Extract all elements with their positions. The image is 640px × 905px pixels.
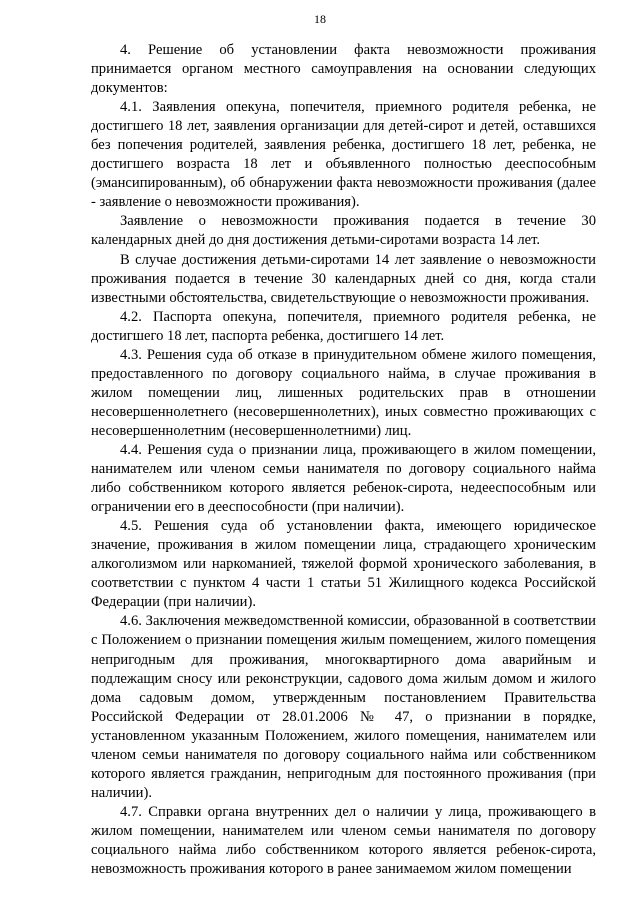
paragraph-age-14-case: В случае достижения детьми-сиротами 14 лет заявление о невозможности проживания подается в течение 30 календарных дней со дня, когда стали известными обстоятельства, свидетельствующие о невозможности проживания.	[91, 251, 596, 306]
paragraph-4: 4. Решение об установлении факта невозможности проживания принимается органом местного самоуправления на основании следующих документов:	[91, 42, 596, 97]
document-body	[91, 41, 596, 879]
paragraph-4-5: 4.5. Решения суда об установлении факта, имеющего юридическое значение, проживания в жилом помещении лица, страдающего хроническим алкоголизмом или наркоманией, тяжелой формой хронического заболевания, в соответствии с пунктом 4 части 1 статьи 51 Жилищного кодекса Российской Федерации (при наличии).	[91, 518, 596, 611]
paragraph-4-7: 4.7. Справки органа внутренних дел о наличии у лица, проживающего в жилом помещении, нанимателем или членом семьи нанимателя по договору социального найма либо собственником которого является ребенок-сирота, невозможность проживания которого в ранее занимаемом жилом помещении	[91, 803, 596, 878]
paragraph-application-deadline: Заявление о невозможности проживания подается в течение 30 календарных дней до дня достижения детьми-сиротами возраста 14 лет.	[91, 213, 596, 249]
paragraph-4-4: 4.4. Решения суда о признании лица, проживающего в жилом помещении, нанимателем или членом семьи нанимателя по договору социального найма либо собственником которого является ребенок-сирота, недееспособным или ограничении его в дееспособности (при наличии).	[91, 441, 596, 516]
paragraph-4-1: 4.1. Заявления опекуна, попечителя, приемного родителя ребенка, не достигшего 18 лет, заявления организации для детей-сирот и детей, оставшихся без попечения родителей, заявления ребенка, достигшего 18 лет, ребенка, не достигшего возраста 18 лет и объявленного полностью дееспособным (эмансипированным), об обнаружении факта невозможности проживания (далее - заявление о невозможности проживания).	[91, 99, 596, 211]
paragraph-4-6: 4.6. Заключения межведомственной комиссии, образованной в соответствии с Положением о признании помещения жилым помещением, жилого помещения непригодным для проживания, многоквартирного дома аварийным и подлежащим сносу или реконструкции, садового дома жилым домом и жилого дома садовым домом, утвержденным постановлением Правительства Российской Федерации от 28.01.2006 № 47, о признании в порядке, установленном указанным Положением, жилого помещения, нанимателем или членом семьи нанимателя по договору социального найма или собственником которого является гражданин, непригодным для постоянного проживания (при наличии).	[91, 613, 596, 801]
paragraph-4-2: 4.2. Паспорта опекуна, попечителя, приемного родителя ребенка, не достигшего 18 лет, паспорта ребенка, достигшего 14 лет.	[91, 308, 596, 344]
paragraph-4-3: 4.3. Решения суда об отказе в принудительном обмене жилого помещения, предоставленного по договору социального найма, в случае проживания в жилом помещении лиц, лишенных родительских прав в отношении несовершеннолетнего (несовершеннолетних), иных совместно проживающих с несовершеннолетним (несовершеннолетними) лиц.	[91, 346, 596, 439]
page-number: 18	[314, 12, 326, 26]
